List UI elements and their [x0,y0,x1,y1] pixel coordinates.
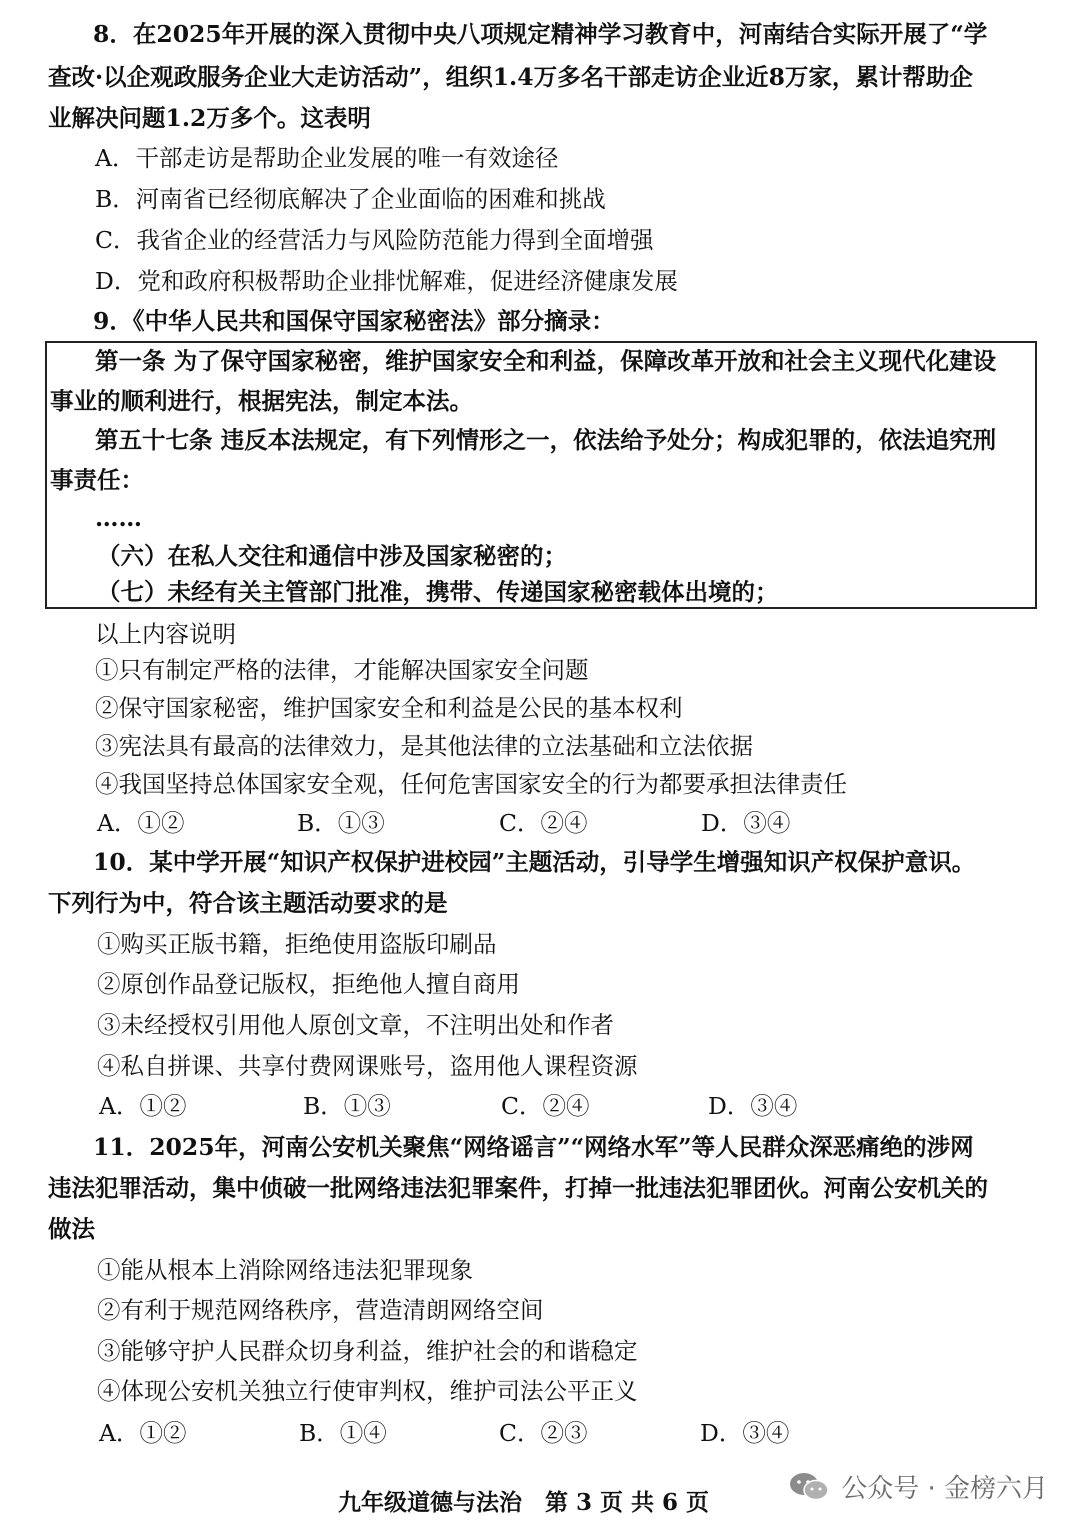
q10-choice-c: C．②④ [501,1092,590,1120]
q8-stem-line-2: 查改·以企观政服务企业大走访活动”，组织1.4万多名干部走访企业近8万家，累计帮助企 [48,63,973,91]
q10-item-4: ④私自拼课、共享付费网课账号，盗用他人课程资源 [97,1052,638,1080]
q11-choice-c: C．②③ [499,1419,588,1447]
q10-item-1: ①购买正版书籍，拒绝使用盗版印刷品 [97,930,497,958]
q10-item-3: ③未经授权引用他人原创文章，不注明出处和作者 [97,1011,614,1039]
q11-stem-line-3: 做法 [48,1215,95,1243]
q9-stem: 9．《中华人民共和国保守国家秘密法》部分摘录： [93,307,615,335]
q11-item-3: ③能够守护人民群众切身利益，维护社会的和谐稳定 [97,1337,638,1365]
q10-stem-line-2: 下列行为中，符合该主题活动要求的是 [48,889,448,917]
q9-excerpt-line-1: 第一条 为了保守国家秘密，维护国家安全和利益，保障改革开放和社会主义现代化建设 [95,347,997,375]
q8-stem-line-1: 8．在2025年开展的深入贯彻中央八项规定精神学习教育中，河南结合实际开展了“学 [93,20,988,48]
watermark-text: 公众号 · 金榜六月 [841,1474,1048,1504]
q9-excerpt-line-6: （六）在私人交往和通信中涉及国家秘密的； [97,542,567,570]
q9-choice-c: C．②④ [499,809,588,837]
q9-choice-d: D．③④ [701,809,791,837]
q11-choice-a: A．①② [99,1419,187,1447]
q9-excerpt-line-7: （七）未经有关主管部门批准，携带、传递国家秘密载体出境的； [97,578,779,606]
q9-excerpt-line-3: 第五十七条 违反本法规定，有下列情形之一，依法给予处分；构成犯罪的，依法追究刑 [95,426,997,454]
q11-choice-d: D．③④ [700,1419,790,1447]
q8-option-b: B．河南省已经彻底解决了企业面临的困难和挑战 [95,185,606,213]
q9-item-3: ③宪法具有最高的法律效力，是其他法律的立法基础和立法依据 [95,732,753,760]
q11-stem-line-1: 11．2025年，河南公安机关聚焦“网络谣言”“网络水军”等人民群众深恶痛绝的涉网 [93,1133,974,1161]
q8-option-d: D．党和政府积极帮助企业排忧解难，促进经济健康发展 [95,267,678,295]
q8-option-c: C．我省企业的经营活力与风险防范能力得到全面增强 [95,226,654,254]
q11-item-4: ④体现公安机关独立行使审判权，维护司法公平正义 [97,1377,638,1405]
q9-choice-b: B．①③ [297,809,385,837]
page-footer: 九年级道德与法治 第 3 页 共 6 页 [338,1489,710,1516]
q11-item-1: ①能从根本上消除网络违法犯罪现象 [97,1256,473,1284]
watermark [787,1468,1048,1505]
q11-choice-b: B．①④ [299,1419,387,1447]
q9-lead: 以上内容说明 [95,620,236,648]
q10-stem-line-1: 10．某中学开展“知识产权保护进校园”主题活动，引导学生增强知识产权保护意识。 [93,848,976,876]
q10-choice-d: D．③④ [708,1092,798,1120]
q9-excerpt-line-2: 事业的顺利进行，根据宪法，制定本法。 [50,387,473,415]
q9-item-4: ④我国坚持总体国家安全观，任何危害国家安全的行为都要承担法律责任 [95,770,847,798]
q11-stem-line-2: 违法犯罪活动，集中侦破一批网络违法犯罪案件，打掉一批违法犯罪团伙。河南公安机关的 [48,1174,988,1202]
wechat-icon [787,1471,831,1503]
q9-excerpt-line-4: 事责任： [50,466,144,494]
q8-option-a: A．干部走访是帮助企业发展的唯一有效途径 [95,144,559,172]
q10-choice-a: A．①② [99,1092,187,1120]
q9-choice-a: A．①② [97,809,185,837]
q9-item-1: ①只有制定严格的法律，才能解决国家安全问题 [95,656,589,684]
q10-choice-b: B．①③ [303,1092,391,1120]
q9-item-2: ②保守国家秘密，维护国家安全和利益是公民的基本权利 [95,694,683,722]
q9-excerpt-ellipsis: …… [95,504,142,532]
q8-stem-line-3: 业解决问题1.2万多个。这表明 [48,104,371,132]
q11-item-2: ②有利于规范网络秩序，营造清朗网络空间 [97,1296,544,1324]
q10-item-2: ②原创作品登记版权，拒绝他人擅自商用 [97,970,520,998]
